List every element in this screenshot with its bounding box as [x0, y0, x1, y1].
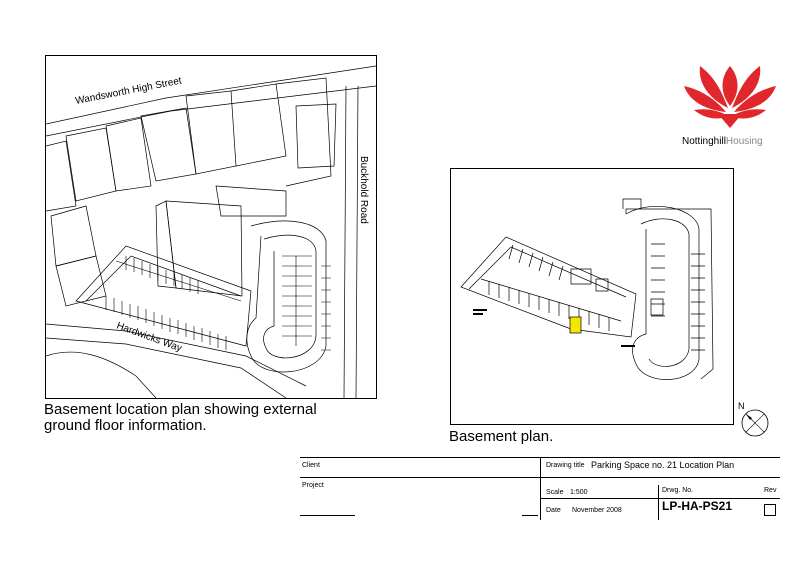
street-label-wandsworth: Wandsworth High Street	[74, 75, 183, 107]
lotus-logo-icon	[680, 58, 780, 130]
logo-name-part2: Housing	[725, 136, 763, 147]
drawing-title-label: Drawing title	[546, 462, 585, 469]
north-label: N	[738, 401, 745, 411]
rev-label: Rev	[764, 487, 777, 494]
right-plan-caption: Basement plan.	[449, 428, 554, 445]
logo-name-part1: Nottinghill	[682, 136, 726, 147]
right-plan-drawing	[451, 169, 733, 424]
drwg-label: Drwg. No.	[662, 487, 694, 494]
date-label: Date	[546, 507, 561, 514]
north-arrow-icon	[740, 408, 770, 438]
right-basement-plan	[450, 168, 734, 425]
highlighted-parking-space	[570, 317, 581, 333]
left-plan-caption-line1: Basement location plan showing external	[44, 401, 317, 418]
date-value: November 2008	[572, 507, 622, 514]
left-site-plan	[45, 55, 377, 399]
scale-label: Scale	[546, 489, 564, 496]
client-label: Client	[302, 462, 320, 469]
rev-box	[764, 504, 776, 516]
left-plan-caption-line2: ground floor information.	[44, 417, 207, 434]
project-label: Project	[302, 482, 324, 489]
street-label-buckhold: Buckhold Road	[358, 156, 369, 224]
street-label-hardwicks: Hardwicks Way	[114, 320, 184, 355]
nottinghill-logo	[680, 58, 780, 148]
scale-value: 1:500	[570, 489, 588, 496]
drawing-title: Parking Space no. 21 Location Plan	[591, 460, 735, 470]
left-plan-drawing	[46, 56, 376, 398]
drwg-value: LP-HA-PS21	[662, 499, 733, 513]
